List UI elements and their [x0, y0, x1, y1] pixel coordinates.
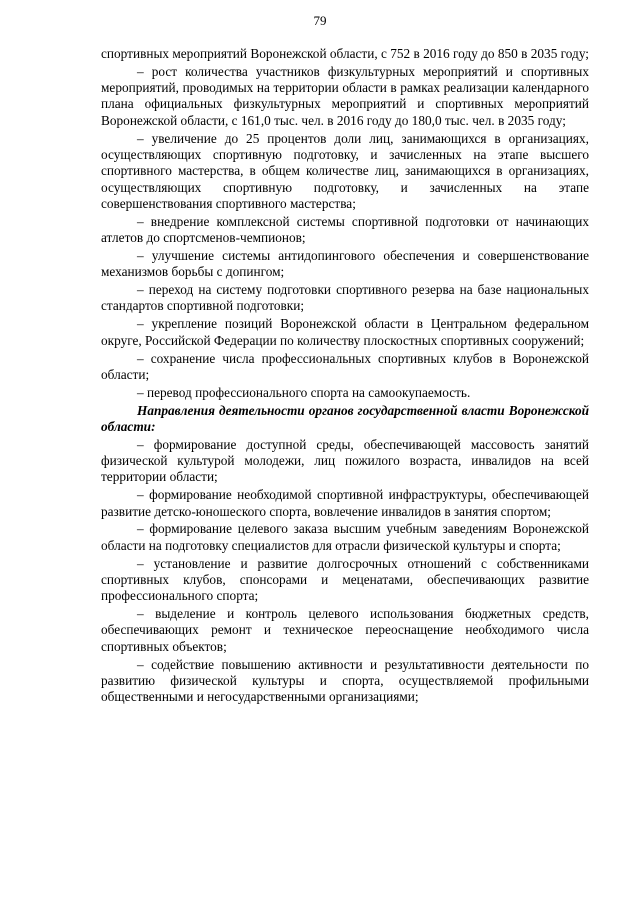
- list-item: – перевод профессионального спорта на самоокупаемость.: [137, 384, 471, 400]
- paragraph-continuation: спортивных мероприятий Воронежской области, с 752 в 2016 году до 850 в 2035 году;: [101, 46, 589, 61]
- list-item: – установление и развитие долгосрочных отношений с собственниками спортивных клубов, спонсорами и меценатами, обеспечивающих развитие профессионального спорта;: [101, 555, 589, 604]
- list-item: – увеличение до 25 процентов доли лиц, занимающихся в организациях, осуществляющих спортивную подготовку, и зачисленных на этапе высшего спортивного мастерства, в общем количестве лиц, занимающихся в организациях, осуществляющих спортивную подготовку, и зачисленных на этапе совершенствования спортивного мастерства;: [101, 130, 589, 211]
- list-item: – содействие повышению активности и результативности деятельности по развитию физической культуры и спорта, осуществляемой профильными общественными и негосударственными организациями;: [101, 656, 589, 705]
- list-item: – формирование необходимой спортивной инфраструктуры, обеспечивающей развитие детско-юношеского спорта, вовлечение инвалидов в занятия спортом;: [101, 487, 589, 519]
- section-heading: Направления деятельности органов государственной власти Воронежской области:: [101, 402, 589, 434]
- list-item: – переход на систему подготовки спортивного резерва на базе национальных стандартов спортивной подготовки;: [101, 282, 589, 314]
- list-item: – выделение и контроль целевого использования бюджетных средств, обеспечивающих ремонт и техническое переоснащение необходимого числа спортивных объектов;: [101, 606, 589, 654]
- list-item: – улучшение системы антидопингового обеспечения и совершенствование механизмов борьбы с допингом;: [101, 247, 589, 280]
- list-item: – формирование целевого заказа высшим учебным заведениям Воронежской области на подготовку специалистов для отрасли физической культуры и спорта;: [101, 521, 589, 553]
- document-body: [101, 46, 589, 707]
- page-number: 79: [313, 13, 327, 28]
- list-item: – укрепление позиций Воронежской области в Центральном федеральном округе, Российской Федерации по количеству плоскостных спортивных сооружений;: [101, 316, 589, 348]
- list-item: – сохранение числа профессиональных спортивных клубов в Воронежской области;: [101, 350, 589, 382]
- list-item: – внедрение комплексной системы спортивной подготовки от начинающих атлетов до спортсменов-чемпионов;: [101, 213, 589, 246]
- list-item: – рост количества участников физкультурных мероприятий и спортивных мероприятий, проводимых на территории области в рамках реализации календарного плана официальных физкультурных мероприятий и спортивных мероприятий Воронежской области, с 161,0 тыс. чел. в 2016 году до 180,0 тыс. чел. в 2035 году;: [101, 63, 589, 128]
- list-item: – формирование доступной среды, обеспечивающей массовость занятий физической культурой молодежи, лиц пожилого возраста, инвалидов на всей территории области;: [101, 436, 589, 485]
